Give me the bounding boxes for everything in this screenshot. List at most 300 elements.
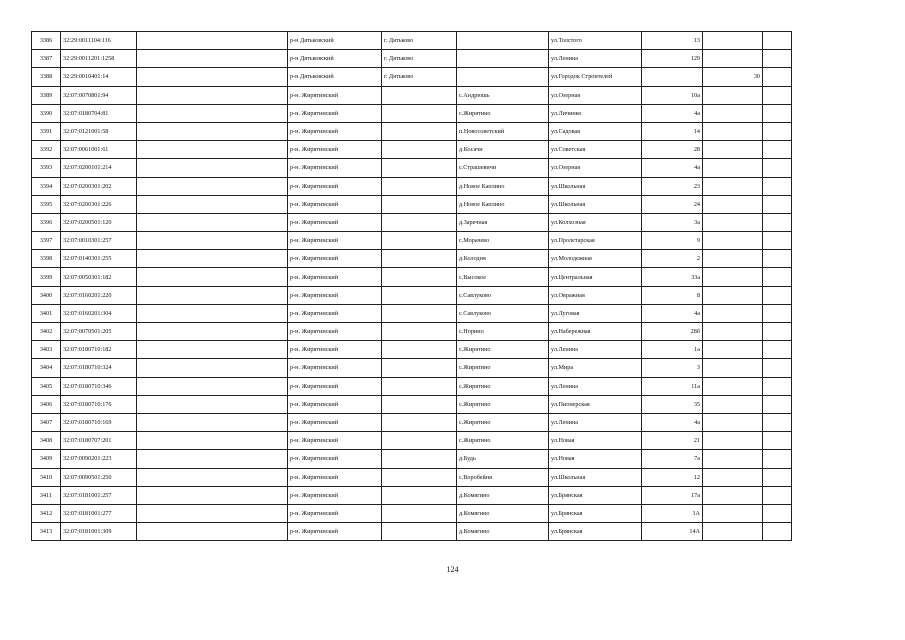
row-number-cell: 3386 bbox=[32, 32, 61, 50]
apartment-cell bbox=[703, 141, 763, 159]
cadastral-number-cell: 32:07:0050301:182 bbox=[61, 268, 137, 286]
cadastral-number-cell: 32:07:0200101:214 bbox=[61, 159, 137, 177]
empty-cell bbox=[137, 341, 288, 359]
city-cell bbox=[382, 268, 457, 286]
apartment-cell bbox=[703, 395, 763, 413]
locality-cell: д.Будь bbox=[457, 450, 549, 468]
empty-cell bbox=[763, 122, 792, 140]
empty-cell bbox=[137, 159, 288, 177]
locality-cell: с.Савлуково bbox=[457, 286, 549, 304]
row-number-cell: 3394 bbox=[32, 177, 61, 195]
district-cell: р-н Дятьковский bbox=[288, 50, 382, 68]
table-row bbox=[32, 50, 792, 68]
empty-cell bbox=[137, 359, 288, 377]
house-number-cell: 11а bbox=[642, 377, 703, 395]
house-number-cell: 4а bbox=[642, 304, 703, 322]
house-number-cell: 35 bbox=[642, 395, 703, 413]
table-row bbox=[32, 304, 792, 322]
table-row bbox=[32, 232, 792, 250]
apartment-cell bbox=[703, 86, 763, 104]
apartment-cell bbox=[703, 232, 763, 250]
cadastral-number-cell: 32:07:0181001:257 bbox=[61, 486, 137, 504]
empty-cell bbox=[137, 104, 288, 122]
district-cell: р-н. Жирятинский bbox=[288, 159, 382, 177]
apartment-cell bbox=[703, 50, 763, 68]
street-cell: ул.Молодежная bbox=[549, 250, 642, 268]
district-cell: р-н. Жирятинский bbox=[288, 286, 382, 304]
house-number-cell: 3а bbox=[642, 213, 703, 231]
locality-cell: д.Заречная bbox=[457, 213, 549, 231]
table-row bbox=[32, 359, 792, 377]
empty-cell bbox=[137, 395, 288, 413]
locality-cell: с.Жирятино bbox=[457, 341, 549, 359]
district-cell: р-н. Жирятинский bbox=[288, 450, 382, 468]
empty-cell bbox=[763, 341, 792, 359]
locality-cell: с.Андрюшь bbox=[457, 86, 549, 104]
city-cell bbox=[382, 486, 457, 504]
city-cell bbox=[382, 304, 457, 322]
city-cell: г. Дятьково bbox=[382, 50, 457, 68]
apartment-cell bbox=[703, 195, 763, 213]
empty-cell bbox=[137, 432, 288, 450]
empty-cell bbox=[137, 268, 288, 286]
table-row bbox=[32, 432, 792, 450]
empty-cell bbox=[137, 413, 288, 431]
table-row bbox=[32, 468, 792, 486]
cadastral-number-cell: 32:07:0160201:220 bbox=[61, 286, 137, 304]
city-cell bbox=[382, 468, 457, 486]
table-row bbox=[32, 104, 792, 122]
locality-cell: с.Жирятино bbox=[457, 395, 549, 413]
apartment-cell bbox=[703, 432, 763, 450]
street-cell: ул.Брянская bbox=[549, 504, 642, 522]
empty-cell bbox=[763, 195, 792, 213]
row-number-cell: 3405 bbox=[32, 377, 61, 395]
row-number-cell: 3392 bbox=[32, 141, 61, 159]
empty-cell bbox=[137, 122, 288, 140]
locality-cell bbox=[457, 50, 549, 68]
apartment-cell bbox=[703, 159, 763, 177]
empty-cell bbox=[763, 268, 792, 286]
row-number-cell: 3398 bbox=[32, 250, 61, 268]
house-number-cell: 129 bbox=[642, 50, 703, 68]
house-number-cell: 13 bbox=[642, 32, 703, 50]
cadastral-number-cell: 32:07:0090501:250 bbox=[61, 468, 137, 486]
house-number-cell: 4а bbox=[642, 159, 703, 177]
house-number-cell: 7а bbox=[642, 450, 703, 468]
page-number: 124 bbox=[446, 565, 459, 574]
empty-cell bbox=[137, 32, 288, 50]
cadastral-number-cell: 32:07:0070801:94 bbox=[61, 86, 137, 104]
house-number-cell: 17а bbox=[642, 486, 703, 504]
empty-cell bbox=[137, 195, 288, 213]
empty-cell bbox=[763, 159, 792, 177]
empty-cell bbox=[763, 395, 792, 413]
locality-cell: с.Жирятино bbox=[457, 377, 549, 395]
city-cell bbox=[382, 141, 457, 159]
house-number-cell: 9 bbox=[642, 232, 703, 250]
city-cell bbox=[382, 122, 457, 140]
row-number-cell: 3404 bbox=[32, 359, 61, 377]
row-number-cell: 3406 bbox=[32, 395, 61, 413]
empty-cell bbox=[763, 504, 792, 522]
locality-cell: д.Косачи bbox=[457, 141, 549, 159]
district-cell: р-н. Жирятинский bbox=[288, 141, 382, 159]
district-cell: р-н. Жирятинский bbox=[288, 323, 382, 341]
row-number-cell: 3391 bbox=[32, 122, 61, 140]
empty-cell bbox=[763, 304, 792, 322]
district-cell: р-н. Жирятинский bbox=[288, 304, 382, 322]
row-number-cell: 3413 bbox=[32, 523, 61, 541]
row-number-cell: 3401 bbox=[32, 304, 61, 322]
cadastral-number-cell: 32:07:0180710:324 bbox=[61, 359, 137, 377]
locality-cell: с.Морачево bbox=[457, 232, 549, 250]
apartment-cell bbox=[703, 122, 763, 140]
empty-cell bbox=[763, 232, 792, 250]
table-row bbox=[32, 395, 792, 413]
empty-cell bbox=[137, 232, 288, 250]
cadastral-number-cell: 32:07:0140301:255 bbox=[61, 250, 137, 268]
district-cell: р-н. Жирятинский bbox=[288, 486, 382, 504]
empty-cell bbox=[137, 286, 288, 304]
locality-cell: с.Жирятино bbox=[457, 413, 549, 431]
district-cell: р-н. Жирятинский bbox=[288, 413, 382, 431]
row-number-cell: 3387 bbox=[32, 50, 61, 68]
empty-cell bbox=[137, 50, 288, 68]
table-row bbox=[32, 86, 792, 104]
cadastral-number-cell: 32:07:0200301:202 bbox=[61, 177, 137, 195]
empty-cell bbox=[763, 377, 792, 395]
cadastral-number-cell: 32:07:0180710:346 bbox=[61, 377, 137, 395]
district-cell: р-н. Жирятинский bbox=[288, 268, 382, 286]
house-number-cell: 24 bbox=[642, 195, 703, 213]
empty-cell bbox=[137, 250, 288, 268]
apartment-cell bbox=[703, 304, 763, 322]
locality-cell: д.Новое Каплино bbox=[457, 177, 549, 195]
empty-cell bbox=[763, 432, 792, 450]
street-cell: ул.Пионерская bbox=[549, 395, 642, 413]
row-number-cell: 3396 bbox=[32, 213, 61, 231]
empty-cell bbox=[137, 141, 288, 159]
district-cell: р-н. Жирятинский bbox=[288, 468, 382, 486]
house-number-cell bbox=[642, 68, 703, 86]
row-number-cell: 3388 bbox=[32, 68, 61, 86]
district-cell: р-н. Жирятинский bbox=[288, 86, 382, 104]
locality-cell: с.Норино bbox=[457, 323, 549, 341]
city-cell bbox=[382, 523, 457, 541]
apartment-cell bbox=[703, 104, 763, 122]
locality-cell: с.Воробейня bbox=[457, 468, 549, 486]
apartment-cell bbox=[703, 504, 763, 522]
empty-cell bbox=[137, 68, 288, 86]
street-cell: ул.Ленина bbox=[549, 377, 642, 395]
table-row bbox=[32, 177, 792, 195]
house-number-cell: 21 bbox=[642, 432, 703, 450]
street-cell: ул.Садовая bbox=[549, 122, 642, 140]
street-cell: ул.Озерная bbox=[549, 159, 642, 177]
street-cell: ул.Колхозная bbox=[549, 213, 642, 231]
house-number-cell: 8 bbox=[642, 286, 703, 304]
empty-cell bbox=[763, 468, 792, 486]
empty-cell bbox=[763, 141, 792, 159]
table-row bbox=[32, 323, 792, 341]
empty-cell bbox=[763, 104, 792, 122]
street-cell: ул.Озерная bbox=[549, 86, 642, 104]
empty-cell bbox=[763, 213, 792, 231]
empty-cell bbox=[137, 486, 288, 504]
district-cell: р-н. Жирятинский bbox=[288, 122, 382, 140]
row-number-cell: 3389 bbox=[32, 86, 61, 104]
row-number-cell: 3397 bbox=[32, 232, 61, 250]
empty-cell bbox=[137, 377, 288, 395]
locality-cell bbox=[457, 32, 549, 50]
cadastral-number-cell: 32:07:0200301:226 bbox=[61, 195, 137, 213]
row-number-cell: 3403 bbox=[32, 341, 61, 359]
table-row bbox=[32, 68, 792, 86]
apartment-cell bbox=[703, 359, 763, 377]
district-cell: р-н. Жирятинский bbox=[288, 432, 382, 450]
empty-cell bbox=[763, 486, 792, 504]
city-cell bbox=[382, 341, 457, 359]
row-number-cell: 3409 bbox=[32, 450, 61, 468]
locality-cell: с.Страшевичи bbox=[457, 159, 549, 177]
street-cell: ул.Советская bbox=[549, 141, 642, 159]
table-row bbox=[32, 286, 792, 304]
apartment-cell bbox=[703, 250, 763, 268]
empty-cell bbox=[137, 523, 288, 541]
cadastral-number-cell: 32:07:0200501:120 bbox=[61, 213, 137, 231]
district-cell: р-н. Жирятинский bbox=[288, 250, 382, 268]
street-cell: ул.Брянская bbox=[549, 486, 642, 504]
table-body bbox=[32, 32, 792, 541]
locality-cell: п.Новосоветский bbox=[457, 122, 549, 140]
city-cell bbox=[382, 450, 457, 468]
city-cell bbox=[382, 195, 457, 213]
cadastral-number-cell: 32:07:0181001:277 bbox=[61, 504, 137, 522]
apartment-cell bbox=[703, 213, 763, 231]
row-number-cell: 3390 bbox=[32, 104, 61, 122]
row-number-cell: 3412 bbox=[32, 504, 61, 522]
locality-cell: с.Савлуково bbox=[457, 304, 549, 322]
district-cell: р-н. Жирятинский bbox=[288, 213, 382, 231]
locality-cell: д.Комягино bbox=[457, 486, 549, 504]
cadastral-number-cell: 32:07:0180710:169 bbox=[61, 413, 137, 431]
house-number-cell: 4а bbox=[642, 104, 703, 122]
district-cell: р-н. Жирятинский bbox=[288, 504, 382, 522]
city-cell bbox=[382, 395, 457, 413]
city-cell bbox=[382, 213, 457, 231]
house-number-cell: 3 bbox=[642, 359, 703, 377]
empty-cell bbox=[763, 177, 792, 195]
cadastral-number-cell: 32:07:0180707:201 bbox=[61, 432, 137, 450]
empty-cell bbox=[763, 68, 792, 86]
house-number-cell: 28б bbox=[642, 323, 703, 341]
street-cell: ул.Городок Строителей bbox=[549, 68, 642, 86]
apartment-cell bbox=[703, 286, 763, 304]
street-cell: ул.Школьная bbox=[549, 468, 642, 486]
house-number-cell: 1а bbox=[642, 341, 703, 359]
row-number-cell: 3400 bbox=[32, 286, 61, 304]
empty-cell bbox=[137, 213, 288, 231]
empty-cell bbox=[763, 450, 792, 468]
street-cell: ул.Ленина bbox=[549, 341, 642, 359]
table-row bbox=[32, 413, 792, 431]
row-number-cell: 3395 bbox=[32, 195, 61, 213]
empty-cell bbox=[137, 86, 288, 104]
table-row bbox=[32, 213, 792, 231]
row-number-cell: 3393 bbox=[32, 159, 61, 177]
street-cell: ул.Луговая bbox=[549, 304, 642, 322]
city-cell bbox=[382, 86, 457, 104]
street-cell: ул.Овражная bbox=[549, 286, 642, 304]
empty-cell bbox=[763, 413, 792, 431]
apartment-cell bbox=[703, 323, 763, 341]
cadastral-number-cell: 32:07:0070501:205 bbox=[61, 323, 137, 341]
street-cell: ул.Ленина bbox=[549, 50, 642, 68]
apartment-cell bbox=[703, 523, 763, 541]
empty-cell bbox=[137, 468, 288, 486]
city-cell bbox=[382, 286, 457, 304]
table-row bbox=[32, 122, 792, 140]
locality-cell: д.Колодня bbox=[457, 250, 549, 268]
house-number-cell: 23 bbox=[642, 177, 703, 195]
street-cell: ул.Брянская bbox=[549, 523, 642, 541]
city-cell bbox=[382, 377, 457, 395]
empty-cell bbox=[137, 323, 288, 341]
district-cell: р-н. Жирятинский bbox=[288, 341, 382, 359]
cadastral-number-cell: 32:29:0011104:116 bbox=[61, 32, 137, 50]
house-number-cell: 10а bbox=[642, 86, 703, 104]
empty-cell bbox=[137, 304, 288, 322]
cadastral-number-cell: 32:07:0160201:304 bbox=[61, 304, 137, 322]
street-cell: ул.Школьная bbox=[549, 177, 642, 195]
district-cell: р-н. Жирятинский bbox=[288, 359, 382, 377]
house-number-cell: 2 bbox=[642, 250, 703, 268]
street-cell: ул.Толстого bbox=[549, 32, 642, 50]
apartment-cell bbox=[703, 413, 763, 431]
house-number-cell: 1А bbox=[642, 504, 703, 522]
district-cell: р-н. Жирятинский bbox=[288, 104, 382, 122]
cadastral-number-cell: 32:29:0010401:14 bbox=[61, 68, 137, 86]
district-cell: р-н. Жирятинский bbox=[288, 377, 382, 395]
empty-cell bbox=[137, 450, 288, 468]
city-cell bbox=[382, 432, 457, 450]
district-cell: р-н Дятьковский bbox=[288, 32, 382, 50]
locality-cell: с.Жирятино bbox=[457, 359, 549, 377]
locality-cell: с.Жирятино bbox=[457, 104, 549, 122]
cadastral-number-cell: 32:07:0061001:61 bbox=[61, 141, 137, 159]
locality-cell: д.Комягино bbox=[457, 523, 549, 541]
table-row bbox=[32, 159, 792, 177]
house-number-cell: 12 bbox=[642, 468, 703, 486]
locality-cell: с.Жирятино bbox=[457, 432, 549, 450]
empty-cell bbox=[763, 50, 792, 68]
city-cell bbox=[382, 177, 457, 195]
table-row bbox=[32, 268, 792, 286]
apartment-cell bbox=[703, 341, 763, 359]
empty-cell bbox=[763, 323, 792, 341]
street-cell: ул.Школьная bbox=[549, 195, 642, 213]
district-cell: р-н. Жирятинский bbox=[288, 232, 382, 250]
street-cell: ул.Новая bbox=[549, 450, 642, 468]
empty-cell bbox=[137, 177, 288, 195]
city-cell bbox=[382, 232, 457, 250]
street-cell: ул.Новая bbox=[549, 432, 642, 450]
table-row bbox=[32, 523, 792, 541]
house-number-cell: 33а bbox=[642, 268, 703, 286]
locality-cell bbox=[457, 68, 549, 86]
apartment-cell bbox=[703, 468, 763, 486]
apartment-cell bbox=[703, 486, 763, 504]
table-row bbox=[32, 32, 792, 50]
apartment-cell bbox=[703, 177, 763, 195]
empty-cell bbox=[763, 86, 792, 104]
locality-cell: с.Высокое bbox=[457, 268, 549, 286]
district-cell: р-н. Жирятинский bbox=[288, 523, 382, 541]
row-number-cell: 3399 bbox=[32, 268, 61, 286]
cadastral-number-cell: 32:07:0180710:182 bbox=[61, 341, 137, 359]
table-row bbox=[32, 450, 792, 468]
cadastral-number-cell: 32:07:0090201:223 bbox=[61, 450, 137, 468]
city-cell bbox=[382, 504, 457, 522]
city-cell bbox=[382, 250, 457, 268]
city-cell bbox=[382, 323, 457, 341]
apartment-cell bbox=[703, 377, 763, 395]
empty-cell bbox=[763, 523, 792, 541]
apartment-cell bbox=[703, 268, 763, 286]
street-cell: ул.Мира bbox=[549, 359, 642, 377]
empty-cell bbox=[763, 32, 792, 50]
cadastral-number-cell: 32:07:0121001:58 bbox=[61, 122, 137, 140]
row-number-cell: 3411 bbox=[32, 486, 61, 504]
city-cell bbox=[382, 359, 457, 377]
row-number-cell: 3407 bbox=[32, 413, 61, 431]
street-cell: ул.Ленина bbox=[549, 413, 642, 431]
cadastral-number-cell: 32:07:0181001:309 bbox=[61, 523, 137, 541]
empty-cell bbox=[137, 504, 288, 522]
house-number-cell: 4а bbox=[642, 413, 703, 431]
city-cell bbox=[382, 159, 457, 177]
district-cell: р-н. Жирятинский bbox=[288, 395, 382, 413]
cadastral-number-cell: 32:07:0180710:176 bbox=[61, 395, 137, 413]
apartment-cell bbox=[703, 32, 763, 50]
table-row bbox=[32, 504, 792, 522]
cadastral-number-cell: 32:29:0011201:1258 bbox=[61, 50, 137, 68]
street-cell: ул.Набережная bbox=[549, 323, 642, 341]
cadastral-number-cell: 32:07:0180704:81 bbox=[61, 104, 137, 122]
empty-cell bbox=[763, 359, 792, 377]
row-number-cell: 3410 bbox=[32, 468, 61, 486]
apartment-cell: 30 bbox=[703, 68, 763, 86]
empty-cell bbox=[763, 286, 792, 304]
row-number-cell: 3402 bbox=[32, 323, 61, 341]
table-row bbox=[32, 377, 792, 395]
house-number-cell: 14 bbox=[642, 122, 703, 140]
table-row bbox=[32, 486, 792, 504]
city-cell bbox=[382, 104, 457, 122]
table-row bbox=[32, 195, 792, 213]
row-number-cell: 3408 bbox=[32, 432, 61, 450]
house-number-cell: 28 bbox=[642, 141, 703, 159]
table-row bbox=[32, 341, 792, 359]
district-cell: р-н. Жирятинский bbox=[288, 177, 382, 195]
city-cell: г. Дятьково bbox=[382, 32, 457, 50]
cadastral-number-cell: 32:07:0010301:257 bbox=[61, 232, 137, 250]
apartment-cell bbox=[703, 450, 763, 468]
city-cell: г. Дятьково bbox=[382, 68, 457, 86]
street-cell: ул.Личинко bbox=[549, 104, 642, 122]
district-cell: р-н. Жирятинский bbox=[288, 195, 382, 213]
